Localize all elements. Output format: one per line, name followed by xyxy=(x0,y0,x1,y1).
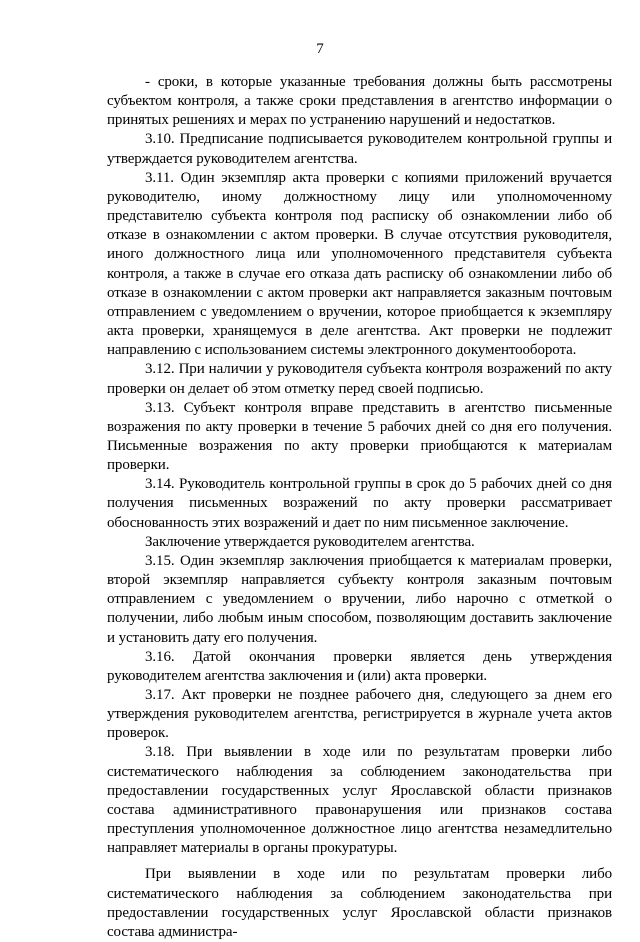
paragraph-3-18: 3.18. При выявлении в ходе или по результатам проверки либо систематического наблюдения за соблюдением законодательства при предоставлении государственных услуг Ярославской области признаков состава административного правонарушения или признаков состава преступления уполномоченное должностное лицо агентства незамедлительно направляет материалы в органы прокуратуры. xyxy=(107,744,612,857)
document-body xyxy=(107,73,612,942)
paragraph-3-16: 3.16. Датой окончания проверки является день утверждения руководителем агентства заключения и (или) акта проверки. xyxy=(107,648,612,684)
paragraph-detection: При выявлении в ходе или по результатам проверки либо систематического наблюдения за соблюдением законодательства при предоставлении государственных услуг Ярославской области признаков состава администра- xyxy=(107,866,612,940)
paragraph-3-14: 3.14. Руководитель контрольной группы в срок до 5 рабочих дней со дня получения письменных возражений по акту проверки рассматривает обоснованность этих возражений и дает по ним письменное заключение. xyxy=(107,476,612,531)
paragraph-3-13: 3.13. Субъект контроля вправе представить в агентство письменные возражения по акту проверки в течение 5 рабочих дней со дня его получения. Письменные возражения по акту проверки приобщаются к материалам проверки. xyxy=(107,399,612,474)
paragraph-conclusion-approval: Заключение утверждается руководителем агентства. xyxy=(145,533,475,550)
paragraph-deadlines: - сроки, в которые указанные требования должны быть рассмотрены субъектом контроля, а также сроки представления в агентство информации о принятых решениях и мерах по устранению нарушений и недостатков. xyxy=(107,74,612,129)
paragraph-3-11: 3.11. Один экземпляр акта проверки с копиями приложений вручается руководителю, иному должностному лицу или уполномоченному представителю субъекта контроля под расписку об ознакомлении либо об отказе в ознакомлении с актом проверки. В случае отсутствия руководителя, иного должностного лица или уполномоченного представителя субъекта контроля, а также в случае его отказа дать расписку об ознакомлении либо об отказе в ознакомлении с актом проверки акт направляется заказным почтовым отправлением с уведомлением о вручении, которое приобщается к экземпляру акта проверки, хранящемуся в деле агентства. Акт проверки не подлежит направлению с использованием системы электронного документооборота. xyxy=(107,169,612,359)
paragraph-3-10: 3.10. Предписание подписывается руководителем контрольной группы и утверждается руководителем агентства. xyxy=(107,131,612,167)
paragraph-3-15: 3.15. Один экземпляр заключения приобщается к материалам проверки, второй экземпляр направляется субъекту контроля заказным почтовым отправлением с уведомлением о вручении, либо нарочно с отметкой о получении, либо любым иным способом, позволяющим доставить заключение и установить дату его получения. xyxy=(107,552,612,646)
page-number: 7 xyxy=(316,41,324,57)
paragraph-3-17: 3.17. Акт проверки не позднее рабочего дня, следующего за днем его утверждения руководителем агентства, регистрируется в журнале учета актов проверок. xyxy=(107,687,612,742)
paragraph-3-12: 3.12. При наличии у руководителя субъекта контроля возражений по акту проверки он делает об этом отметку перед своей подписью. xyxy=(107,361,612,397)
